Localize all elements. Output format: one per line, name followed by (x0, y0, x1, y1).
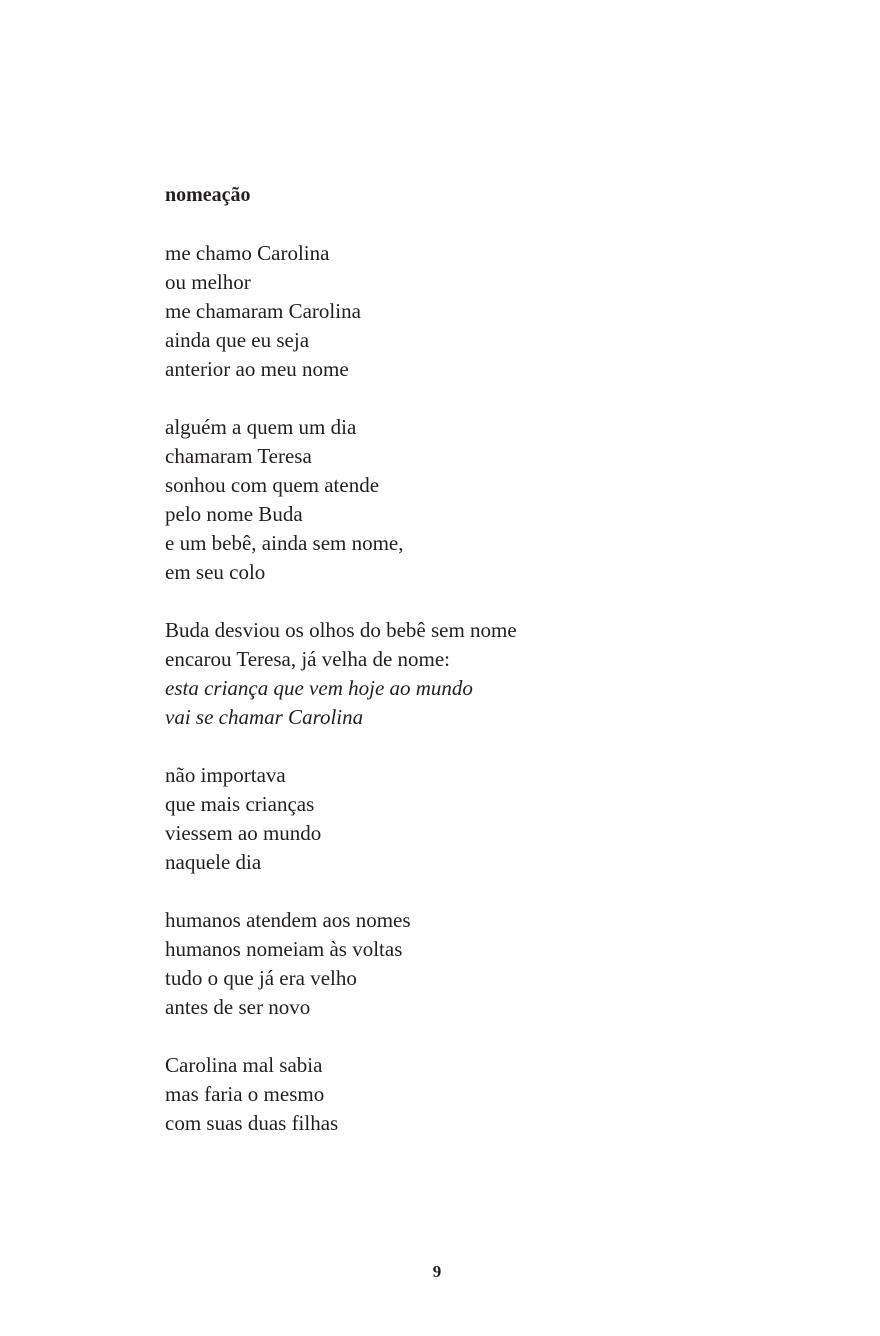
poem-line: viessem ao mundo (165, 821, 322, 845)
poem-line: mas faria o mesmo (165, 1082, 325, 1106)
poem-line: alguém a quem um dia (165, 415, 357, 439)
poem-line: anterior ao meu nome (165, 357, 349, 381)
poem-line: humanos nomeiam às voltas (165, 937, 403, 961)
poem-line: humanos atendem aos nomes (165, 908, 411, 932)
poem-line: não importava (165, 763, 286, 787)
poem-line: naquele dia (165, 850, 262, 874)
poem-line: Carolina mal sabia (165, 1053, 323, 1077)
stanza (165, 616, 785, 732)
poem-line: em seu colo (165, 560, 266, 584)
poem-line-italic: esta criança que vem hoje ao mundo (165, 676, 473, 700)
poem-line: ainda que eu seja (165, 328, 310, 352)
poem-line: antes de ser novo (165, 995, 311, 1019)
poem-line: tudo o que já era velho (165, 966, 357, 990)
poem-line: encarou Teresa, já velha de nome: (165, 647, 451, 671)
poem-line: me chamo Carolina (165, 241, 330, 265)
poem-line: me chamaram Carolina (165, 299, 361, 323)
stanza (165, 761, 785, 877)
poem-line: sonhou com quem atende (165, 473, 380, 497)
poem-body (165, 239, 785, 1138)
page-number: 9 (432, 1262, 442, 1281)
stanza (165, 239, 785, 384)
poem-line: e um bebê, ainda sem nome, (165, 531, 404, 555)
poem-line: Buda desviou os olhos do bebê sem nome (165, 618, 517, 642)
stanza (165, 1051, 785, 1138)
poem-line-italic: vai se chamar Carolina (165, 705, 364, 729)
stanza (165, 906, 785, 1022)
poem-line: com suas duas filhas (165, 1111, 339, 1135)
poem-title: nomeação (165, 184, 251, 206)
poem-line: ou melhor (165, 270, 251, 294)
poem-line: chamaram Teresa (165, 444, 312, 468)
poem (165, 181, 785, 1167)
stanza (165, 413, 785, 587)
poem-line: que mais crianças (165, 792, 315, 816)
poem-line: pelo nome Buda (165, 502, 303, 526)
